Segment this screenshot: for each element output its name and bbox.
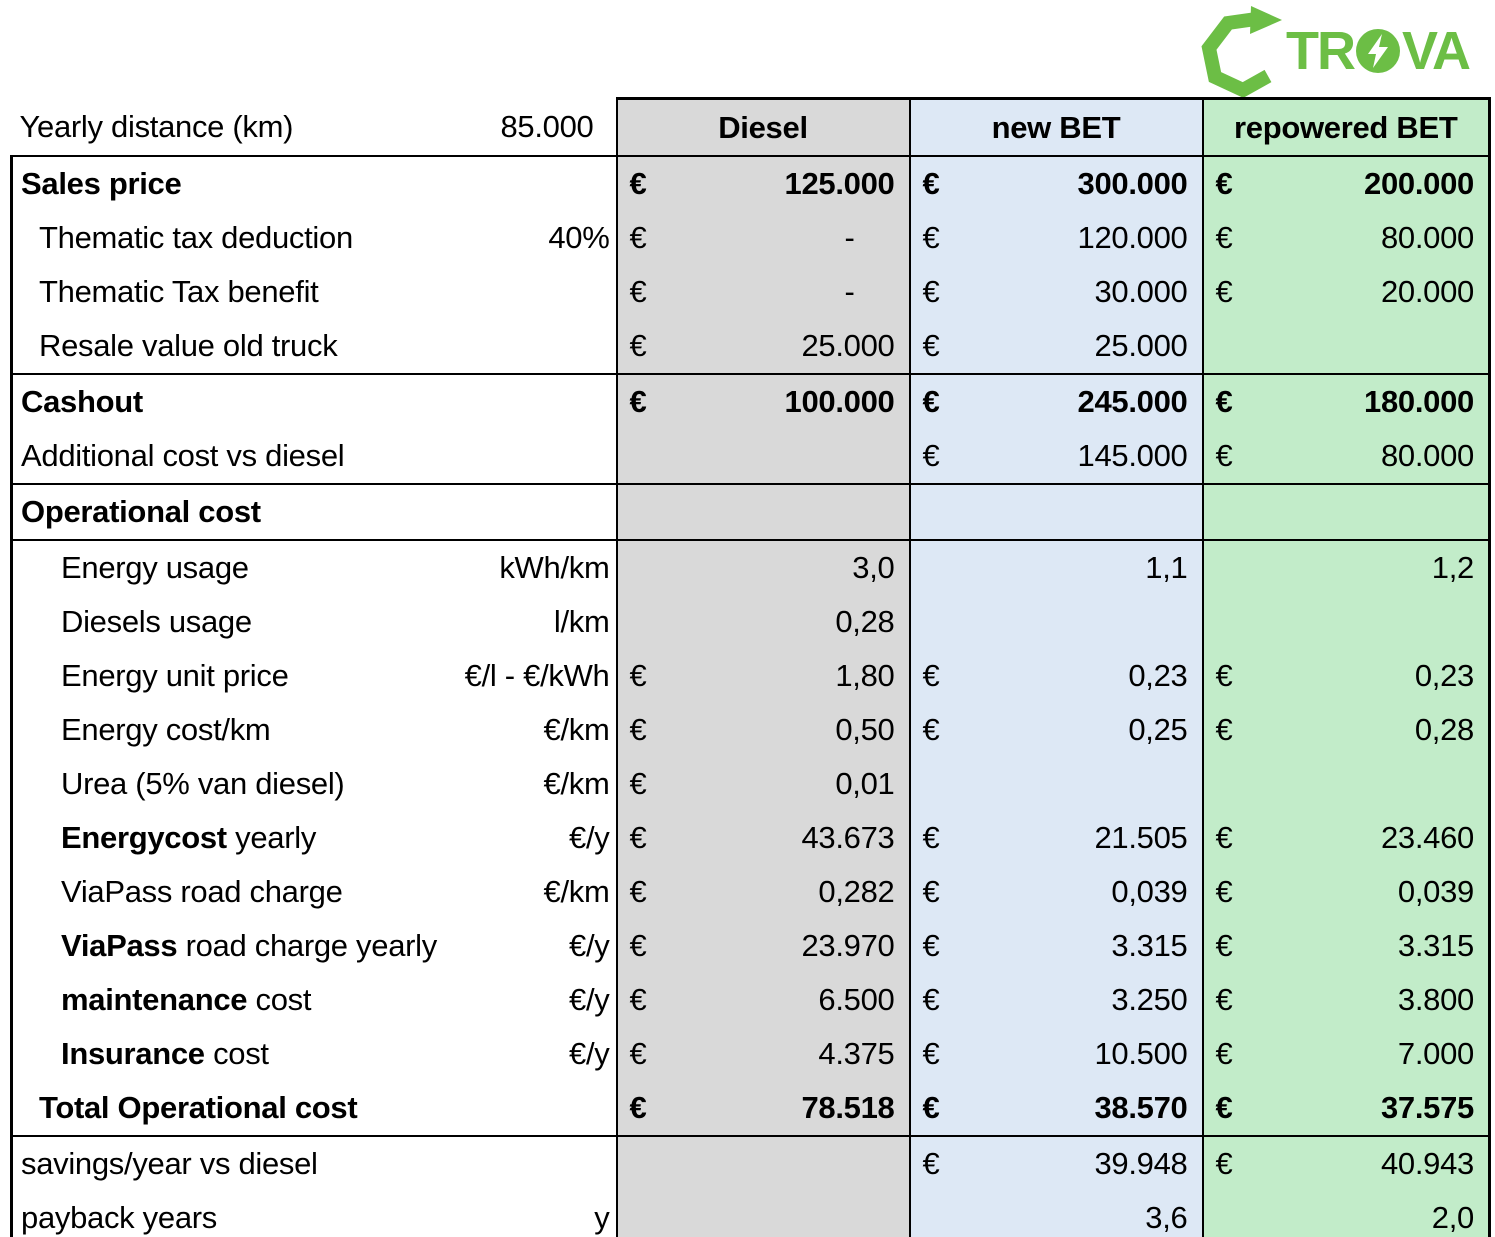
row-unit: €/km — [543, 766, 610, 801]
currency-symbol: € — [1215, 982, 1233, 1017]
cell-value: 43.673 — [801, 820, 895, 855]
row-label: savings/year vs diesel — [21, 1146, 318, 1181]
cell-diesel — [617, 595, 910, 649]
cell-value: 38.570 — [1094, 1090, 1188, 1125]
currency-symbol: € — [1215, 220, 1233, 255]
cell-value: 30.000 — [1094, 274, 1188, 309]
table-row — [12, 1027, 1490, 1081]
currency-symbol: € — [922, 438, 940, 473]
cell-repowered-bet — [1203, 595, 1490, 649]
cell-new-bet — [910, 265, 1203, 319]
currency-symbol: € — [1215, 438, 1233, 473]
cell-diesel — [617, 1191, 910, 1237]
row-label: Insurance cost — [61, 1036, 269, 1071]
cell-diesel — [617, 429, 910, 484]
row-label: ViaPass road charge — [61, 874, 343, 909]
cell-value: 1,2 — [1431, 550, 1474, 585]
currency-symbol: € — [629, 384, 647, 419]
cell-value: - — [844, 274, 855, 309]
currency-symbol: € — [629, 328, 647, 363]
table-row — [12, 211, 1490, 265]
table-row — [12, 973, 1490, 1027]
cell-value: 3.800 — [1397, 982, 1474, 1017]
cell-value: 3,0 — [852, 550, 895, 585]
cell-value: 300.000 — [1077, 166, 1188, 201]
table-row — [12, 703, 1490, 757]
currency-symbol: € — [1215, 1090, 1233, 1125]
yearly-distance-cell — [12, 99, 617, 157]
cell-value: 20.000 — [1380, 274, 1474, 309]
cell-repowered-bet — [1203, 484, 1490, 540]
cell-new-bet — [910, 811, 1203, 865]
cell-value: 23.460 — [1380, 820, 1474, 855]
currency-symbol: € — [629, 982, 647, 1017]
column-header-new-bet: new BET — [910, 99, 1203, 157]
cell-repowered-bet — [1203, 1027, 1490, 1081]
row-label: Thematic Tax benefit — [39, 274, 319, 309]
cell-value: 0,039 — [1111, 874, 1188, 909]
currency-symbol: € — [629, 658, 647, 693]
currency-symbol: € — [1215, 274, 1233, 309]
row-unit: 40% — [548, 220, 610, 255]
row-label: Sales price — [21, 166, 182, 201]
cell-value: 37.575 — [1380, 1090, 1474, 1125]
currency-symbol: € — [629, 220, 647, 255]
row-unit: €/y — [569, 982, 610, 1017]
cell-value: 245.000 — [1077, 384, 1188, 419]
row-label-cell — [12, 703, 617, 757]
row-unit: €/km — [543, 712, 610, 747]
cell-value: 0,28 — [835, 604, 895, 639]
cost-comparison-table — [10, 97, 1491, 1237]
table-row — [12, 1136, 1490, 1191]
cell-value: 25.000 — [1094, 328, 1188, 363]
cell-repowered-bet — [1203, 865, 1490, 919]
row-label: Urea (5% van diesel) — [61, 766, 345, 801]
cell-new-bet — [910, 1136, 1203, 1191]
cell-new-bet — [910, 595, 1203, 649]
cell-new-bet — [910, 757, 1203, 811]
trova-o-bolt-icon — [1355, 28, 1401, 74]
cell-diesel — [617, 973, 910, 1027]
currency-symbol: € — [1215, 658, 1233, 693]
currency-symbol: € — [1215, 384, 1233, 419]
cell-value: 78.518 — [801, 1090, 895, 1125]
row-label-cell — [12, 919, 617, 973]
currency-symbol: € — [1215, 874, 1233, 909]
cell-value: 0,23 — [1414, 658, 1474, 693]
cell-diesel — [617, 484, 910, 540]
row-label-cell — [12, 1027, 617, 1081]
row-label: Energy cost/km — [61, 712, 271, 747]
currency-symbol: € — [629, 928, 647, 963]
cell-value: 0,01 — [835, 766, 895, 801]
cell-value: 0,23 — [1128, 658, 1188, 693]
cell-value: 4.375 — [818, 1036, 895, 1071]
currency-symbol: € — [922, 658, 940, 693]
row-unit: €/y — [569, 820, 610, 855]
table-row — [12, 1081, 1490, 1136]
currency-symbol: € — [922, 820, 940, 855]
cell-new-bet — [910, 429, 1203, 484]
cell-diesel — [617, 319, 910, 374]
currency-symbol: € — [629, 820, 647, 855]
currency-symbol: € — [629, 274, 647, 309]
currency-symbol: € — [629, 712, 647, 747]
row-label-cell — [12, 265, 617, 319]
cell-value: 7.000 — [1397, 1036, 1474, 1071]
cell-new-bet — [910, 1191, 1203, 1237]
column-header-repowered-bet: repowered BET — [1203, 99, 1490, 157]
cell-value: 40.943 — [1380, 1146, 1474, 1181]
cell-new-bet — [910, 156, 1203, 211]
row-label: Additional cost vs diesel — [21, 438, 345, 473]
row-label-cell — [12, 811, 617, 865]
yearly-distance-label: Yearly distance (km) — [19, 108, 294, 144]
row-unit: €/l - €/kWh — [464, 658, 610, 693]
row-label-cell — [12, 429, 617, 484]
cell-value: 0,25 — [1128, 712, 1188, 747]
currency-symbol: € — [922, 928, 940, 963]
cell-repowered-bet — [1203, 156, 1490, 211]
column-header-diesel: Diesel — [617, 99, 910, 157]
cell-diesel — [617, 1081, 910, 1136]
row-label: Cashout — [21, 384, 143, 419]
row-label: ViaPass road charge yearly — [61, 928, 437, 963]
row-label: Energy unit price — [61, 658, 289, 693]
row-label-cell — [12, 1191, 617, 1237]
cell-repowered-bet — [1203, 1081, 1490, 1136]
cell-value: 3.315 — [1111, 928, 1188, 963]
cell-new-bet — [910, 1081, 1203, 1136]
row-unit: kWh/km — [499, 550, 610, 585]
cell-new-bet — [910, 211, 1203, 265]
table-row — [12, 865, 1490, 919]
cell-repowered-bet — [1203, 540, 1490, 595]
cell-diesel — [617, 757, 910, 811]
cell-repowered-bet — [1203, 703, 1490, 757]
cell-value: 0,28 — [1414, 712, 1474, 747]
table-row — [12, 374, 1490, 429]
currency-symbol: € — [922, 1090, 940, 1125]
cell-value: 2,0 — [1431, 1200, 1474, 1235]
cell-value: 180.000 — [1364, 384, 1474, 419]
cell-repowered-bet — [1203, 973, 1490, 1027]
yearly-distance-value: 85.000 — [500, 108, 594, 144]
cell-value: 21.505 — [1094, 820, 1188, 855]
row-label: Total Operational cost — [39, 1090, 358, 1125]
row-label-cell — [12, 757, 617, 811]
row-label-cell — [12, 1081, 617, 1136]
table-row — [12, 484, 1490, 540]
cell-repowered-bet — [1203, 811, 1490, 865]
row-label: Thematic tax deduction — [39, 220, 353, 255]
cell-value: - — [844, 220, 855, 255]
wordmark-left: TR — [1286, 21, 1354, 81]
table-row — [12, 156, 1490, 211]
row-label: maintenance cost — [61, 982, 312, 1017]
cell-value: 0,282 — [818, 874, 895, 909]
wordmark-right: VA — [1401, 21, 1469, 81]
row-label: Diesels usage — [61, 604, 252, 639]
row-label-cell — [12, 595, 617, 649]
row-label: Energy usage — [61, 550, 249, 585]
currency-symbol: € — [1215, 166, 1233, 201]
row-label-cell — [12, 1136, 617, 1191]
currency-symbol: € — [922, 166, 940, 201]
row-unit: y — [594, 1200, 610, 1235]
cell-repowered-bet — [1203, 429, 1490, 484]
currency-symbol: € — [922, 982, 940, 1017]
cell-value: 23.970 — [801, 928, 895, 963]
cell-repowered-bet — [1203, 757, 1490, 811]
row-label-cell — [12, 973, 617, 1027]
cell-diesel — [617, 919, 910, 973]
table-row — [12, 319, 1490, 374]
cell-new-bet — [910, 703, 1203, 757]
cell-new-bet — [910, 484, 1203, 540]
cell-diesel — [617, 265, 910, 319]
table-row — [12, 429, 1490, 484]
row-label-cell — [12, 156, 617, 211]
cell-new-bet — [910, 865, 1203, 919]
table-row — [12, 649, 1490, 703]
currency-symbol: € — [1215, 712, 1233, 747]
cell-new-bet — [910, 540, 1203, 595]
cell-new-bet — [910, 374, 1203, 429]
cell-diesel — [617, 811, 910, 865]
currency-symbol: € — [922, 220, 940, 255]
cell-value: 1,80 — [835, 658, 895, 693]
cell-new-bet — [910, 1027, 1203, 1081]
table-row — [12, 540, 1490, 595]
row-label-cell — [12, 319, 617, 374]
row-unit: €/km — [543, 874, 610, 909]
cell-diesel — [617, 649, 910, 703]
cell-diesel — [617, 1027, 910, 1081]
table-row — [12, 757, 1490, 811]
table-row — [12, 919, 1490, 973]
cell-value: 39.948 — [1094, 1146, 1188, 1181]
trova-wordmark — [1286, 20, 1469, 82]
cell-value: 100.000 — [784, 384, 895, 419]
row-label-cell — [12, 374, 617, 429]
row-label: Energycost yearly — [61, 820, 317, 855]
row-unit: €/y — [569, 928, 610, 963]
cell-repowered-bet — [1203, 919, 1490, 973]
currency-symbol: € — [629, 166, 647, 201]
currency-symbol: € — [1215, 1036, 1233, 1071]
row-label-cell — [12, 540, 617, 595]
cell-diesel — [617, 540, 910, 595]
row-label: payback years — [21, 1200, 217, 1235]
cell-value: 6.500 — [818, 982, 895, 1017]
cell-diesel — [617, 703, 910, 757]
row-label-cell — [12, 484, 617, 540]
cell-value: 200.000 — [1364, 166, 1474, 201]
row-unit: €/y — [569, 1036, 610, 1071]
cell-repowered-bet — [1203, 374, 1490, 429]
cell-repowered-bet — [1203, 211, 1490, 265]
cell-diesel — [617, 1136, 910, 1191]
cell-value: 1,1 — [1145, 550, 1188, 585]
table-row — [12, 811, 1490, 865]
cell-repowered-bet — [1203, 649, 1490, 703]
row-label-cell — [12, 211, 617, 265]
table-row — [12, 595, 1490, 649]
row-label: Resale value old truck — [39, 328, 338, 363]
cell-new-bet — [910, 973, 1203, 1027]
currency-symbol: € — [922, 384, 940, 419]
cell-new-bet — [910, 319, 1203, 374]
currency-symbol: € — [1215, 928, 1233, 963]
cell-value: 145.000 — [1077, 438, 1188, 473]
cell-diesel — [617, 865, 910, 919]
cell-diesel — [617, 211, 910, 265]
cell-value: 125.000 — [784, 166, 895, 201]
currency-symbol: € — [922, 712, 940, 747]
trova-logo — [1198, 4, 1469, 98]
currency-symbol: € — [629, 874, 647, 909]
cell-new-bet — [910, 919, 1203, 973]
cell-value: 80.000 — [1380, 438, 1474, 473]
row-label-cell — [12, 649, 617, 703]
cell-repowered-bet — [1203, 265, 1490, 319]
cell-value: 120.000 — [1077, 220, 1188, 255]
cell-diesel — [617, 374, 910, 429]
cell-value: 3,6 — [1145, 1200, 1188, 1235]
cell-value: 25.000 — [801, 328, 895, 363]
currency-symbol: € — [922, 874, 940, 909]
currency-symbol: € — [629, 1036, 647, 1071]
cell-value: 3.315 — [1397, 928, 1474, 963]
row-label: Operational cost — [21, 494, 261, 529]
row-unit: l/km — [553, 604, 610, 639]
cell-new-bet — [910, 649, 1203, 703]
table-row — [12, 265, 1490, 319]
row-label-cell — [12, 865, 617, 919]
currency-symbol: € — [922, 328, 940, 363]
cell-repowered-bet — [1203, 1136, 1490, 1191]
currency-symbol: € — [922, 1036, 940, 1071]
cell-value: 0,50 — [835, 712, 895, 747]
cell-value: 10.500 — [1094, 1036, 1188, 1071]
currency-symbol: € — [629, 1090, 647, 1125]
currency-symbol: € — [922, 274, 940, 309]
table-row — [12, 1191, 1490, 1237]
table-header-row — [12, 99, 1490, 157]
cell-value: 0,039 — [1397, 874, 1474, 909]
currency-symbol: € — [1215, 1146, 1233, 1181]
currency-symbol: € — [629, 766, 647, 801]
cell-diesel — [617, 156, 910, 211]
cell-value: 80.000 — [1380, 220, 1474, 255]
trova-hexagon-arrow-icon — [1198, 4, 1282, 98]
cell-repowered-bet — [1203, 319, 1490, 374]
currency-symbol: € — [1215, 820, 1233, 855]
cell-repowered-bet — [1203, 1191, 1490, 1237]
currency-symbol: € — [922, 1146, 940, 1181]
cell-value: 3.250 — [1111, 982, 1188, 1017]
